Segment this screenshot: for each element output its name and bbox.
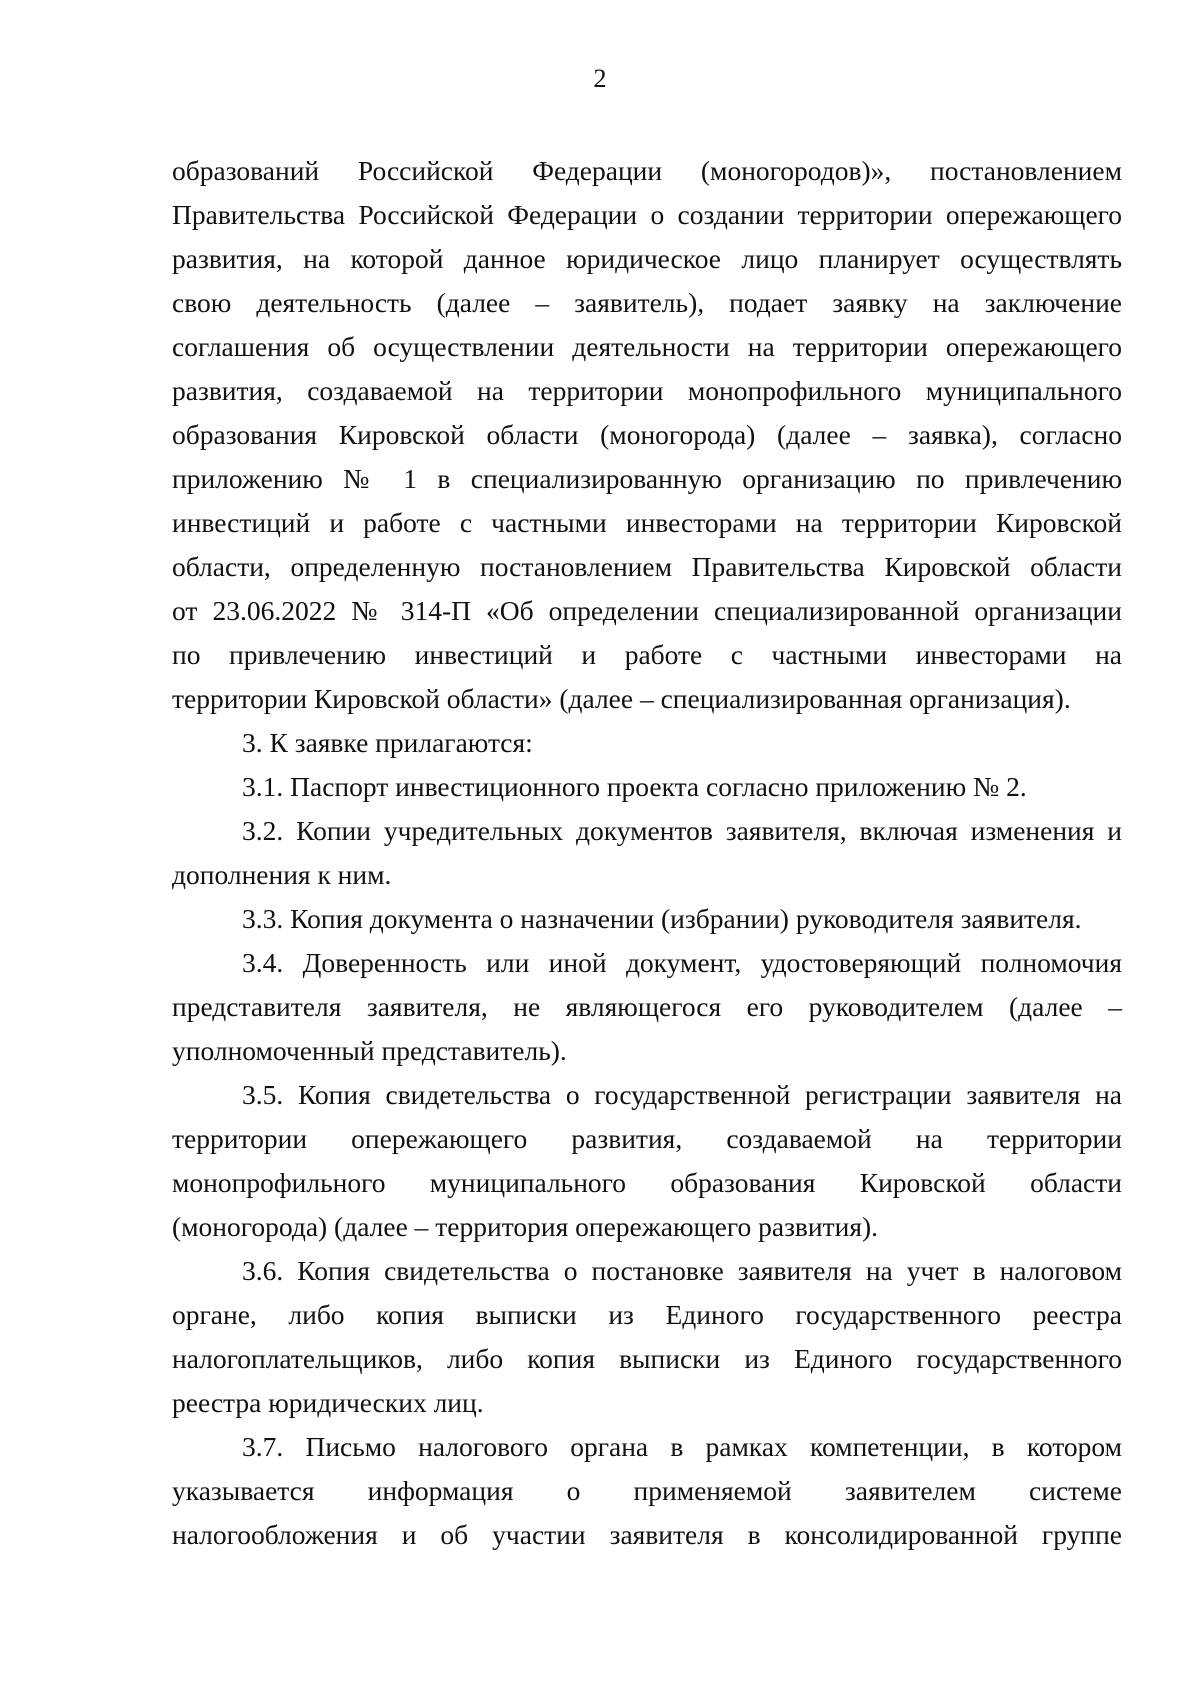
text-line: Правительства Российской Федерации о создании территории опережающего — [172, 199, 1122, 230]
text-line: области, определенную постановлением Правительства Кировской области — [172, 551, 1122, 582]
text-line: 3.3. Копия документа о назначении (избрании) руководителя заявителя. — [242, 903, 1082, 934]
text-line: развития, создаваемой на территории монопрофильного муниципального — [172, 375, 1122, 406]
text-line: налогообложения и об участии заявителя в консолидированной группе — [172, 1519, 1122, 1550]
text-line: развития, на которой данное юридическое лицо планирует осуществлять — [172, 243, 1122, 274]
text-line: соглашения об осуществлении деятельности на территории опережающего — [172, 331, 1122, 362]
text-line: органе, либо копия выписки из Единого государственного реестра — [172, 1299, 1122, 1330]
text-line: 3.2. Копии учредительных документов заявителя, включая изменения и — [242, 815, 1122, 846]
text-line: инвестиций и работе с частными инвесторами на территории Кировской — [172, 507, 1122, 538]
text-line: 3.6. Копия свидетельства о постановке заявителя на учет в налоговом — [242, 1255, 1122, 1286]
text-line: 3.7. Письмо налогового органа в рамках компетенции, в котором — [242, 1431, 1122, 1462]
document-body — [172, 149, 1122, 1557]
text-line: свою деятельность (далее – заявитель), подает заявку на заключение — [172, 287, 1122, 318]
text-line: 3. К заявке прилагаются: — [242, 727, 533, 758]
text-line: 3.4. Доверенность или иной документ, удостоверяющий полномочия — [242, 947, 1122, 978]
text-line: налогоплательщиков, либо копия выписки из Единого государственного — [172, 1343, 1122, 1374]
page-number: 2 — [593, 64, 607, 93]
text-line: монопрофильного муниципального образования Кировской области — [172, 1167, 1122, 1198]
text-line: территории опережающего развития, создаваемой на территории — [172, 1123, 1122, 1154]
text-line: приложению № 1 в специализированную организацию по привлечению — [172, 463, 1122, 494]
text-line: дополнения к ним. — [172, 859, 392, 890]
text-line: реестра юридических лиц. — [172, 1387, 484, 1418]
text-line: уполномоченный представитель). — [172, 1035, 567, 1066]
text-line: образований Российской Федерации (моногородов)», постановлением — [172, 155, 1122, 186]
text-line: указывается информация о применяемой заявителем системе — [172, 1475, 1122, 1506]
text-line: от 23.06.2022 № 314-П «Об определении специализированной организации — [172, 595, 1122, 626]
text-line: по привлечению инвестиций и работе с частными инвесторами на — [172, 639, 1122, 670]
text-line: (моногорода) (далее – территория опережающего развития). — [172, 1211, 879, 1242]
text-line: образования Кировской области (моногорода) (далее – заявка), согласно — [172, 419, 1122, 450]
text-line: 3.1. Паспорт инвестиционного проекта согласно приложению № 2. — [242, 771, 1027, 802]
text-line: представителя заявителя, не являющегося его руководителем (далее – — [172, 991, 1122, 1022]
text-line: 3.5. Копия свидетельства о государственной регистрации заявителя на — [242, 1079, 1122, 1110]
text-line: территории Кировской области» (далее – специализированная организация). — [172, 683, 1071, 714]
